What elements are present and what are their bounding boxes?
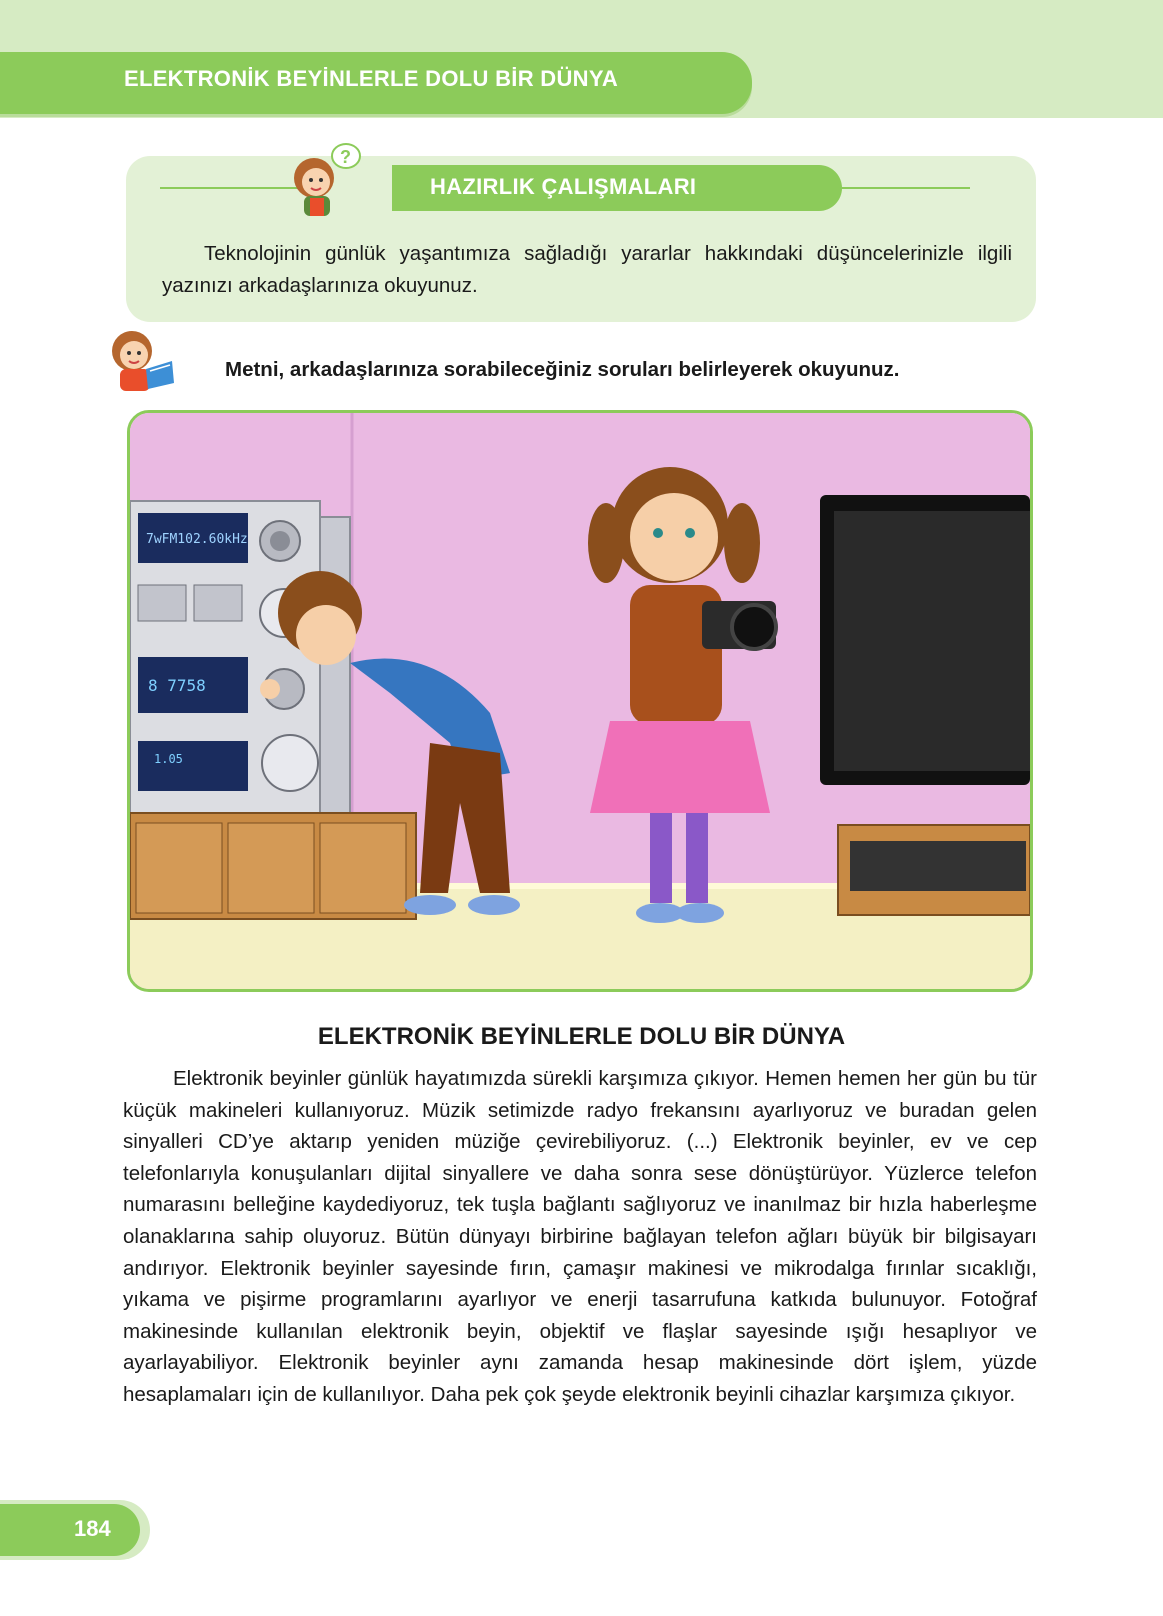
radio-display-1: 7wFM102.60kHz xyxy=(146,532,248,547)
page-number: 184 xyxy=(74,1516,111,1541)
reading-instruction: Metni, arkadaşlarınıza sorabileceğiniz soruları belirleyerek okuyunuz. xyxy=(225,358,900,381)
article-body: Elektronik beyinler günlük hayatımızda sürekli karşımıza çıkıyor. Hemen hemen her gün bu tür küçük makineleri kullanıyoruz. Müzik setimizde radyo frekansını ayarlıyoruz ve buradan gelen sinyalleri CD’ye aktarıp yeniden müziğe çevirebiliyoruz. (...) Elektronik beyinler, ev ve cep telefonlarıyla konuşulanları dijital sinyallere ve daha sonra sese dönüştürüyor. Yüzlerce telefon numarasını belleğine kaydediyoruz, tek tuşla bağlantı sağlıyoruz ve inanılmaz bir hızla haberleşme olanaklarına sahip oluyoruz. Bütün dünyayı birbirine bağlayan telefon ağları büyük bir bilgisayarı andırıyor. Elektronik beyinler sayesinde fırın, çamaşır makinesi ve mikrodalga fırınlar sıcaklığı, yıkama ve pişirme programlarını ayarlıyor ve enerji tasarrufuna katkıda bulunuyor. Fotoğraf makinesinde kullanılan elektronik beyin, objektif ve flaşlar sayesinde ışığı hesaplıyor ve ayarlayabiliyor. Elektronik beyinler aynı zamanda hesap makinesinde dört işlem, yüzde hesaplamaları için de kullanılıyor. Daha pek çok şeyde elektronik beyinli cihazlar karşımıza çıkıyor. xyxy=(123,1067,1037,1406)
thinking-girl-icon xyxy=(278,140,368,220)
preparation-text: Teknolojinin günlük yaşantımıza sağladığı yararlar hakkındaki düşüncelerinizle ilgili yazınızı arkadaşlarınıza okuyunuz. xyxy=(162,242,1012,297)
question-mark: ? xyxy=(340,147,351,167)
television xyxy=(820,495,1030,915)
illustration-frame xyxy=(127,410,1033,992)
preparation-line-right xyxy=(836,187,970,189)
radio-display-3: 1.05 xyxy=(154,752,183,766)
article-title: ELEKTRONİK BEYİNLERLE DOLU BİR DÜNYA xyxy=(317,1023,846,1050)
cabinet xyxy=(130,813,416,919)
preparation-title: HAZIRLIK ÇALIŞMALARI xyxy=(430,174,697,199)
page-number-tab xyxy=(0,1504,140,1556)
illustration xyxy=(130,413,1030,989)
reading-girl-icon xyxy=(98,325,180,395)
header-title: ELEKTRONİK BEYİNLERLE DOLU BİR DÜNYA xyxy=(124,66,619,91)
radio-display-2: 8 7758 xyxy=(148,676,206,695)
